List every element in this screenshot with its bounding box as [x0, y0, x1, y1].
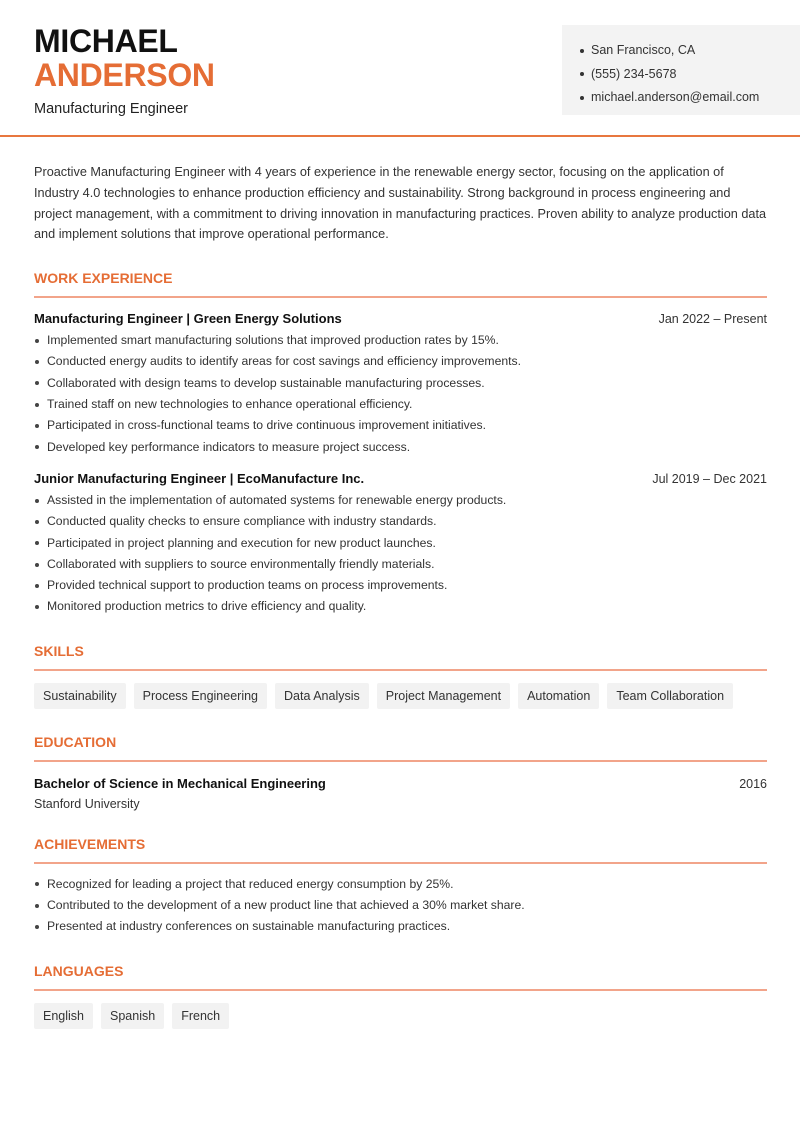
- bullet-icon: [35, 381, 39, 385]
- skill-tag: Automation: [518, 683, 599, 709]
- resume-body: [34, 162, 767, 1029]
- list-item-text: Participated in project planning and execution for new product launches.: [47, 535, 436, 550]
- job-role: Junior Manufacturing Engineer | EcoManufacture Inc.: [34, 470, 365, 486]
- job-bullets: [34, 490, 767, 618]
- list-item-text: Recognized for leading a project that reduced energy consumption by 25%.: [47, 876, 454, 891]
- list-item: [34, 554, 767, 575]
- bullet-icon: [35, 563, 39, 567]
- list-item: [34, 533, 767, 554]
- list-item: [34, 415, 767, 436]
- section-title-languages: LANGUAGES: [34, 963, 767, 991]
- contact-location-text: San Francisco, CA: [591, 43, 696, 57]
- list-item-text: Collaborated with design teams to develop sustainable manufacturing processes.: [47, 375, 485, 390]
- section-title-skills: SKILLS: [34, 643, 767, 671]
- list-item: [34, 437, 767, 458]
- bullet-icon: [35, 605, 39, 609]
- list-item-text: Provided technical support to production teams on process improvements.: [47, 578, 448, 593]
- contact-phone-text: (555) 234-5678: [591, 66, 677, 81]
- job-dates: Jul 2019 – Dec 2021: [652, 471, 767, 486]
- job-bullets: [34, 330, 767, 458]
- section-title-education: EDUCATION: [34, 734, 767, 762]
- list-item: [34, 330, 767, 351]
- bullet-icon: [35, 403, 39, 407]
- list-item-text: Collaborated with suppliers to source environmentally friendly materials.: [47, 556, 435, 571]
- bullet-icon: [580, 72, 584, 76]
- list-item-text: Participated in cross-functional teams to drive continuous improvement initiatives.: [47, 418, 486, 433]
- education-entry: [34, 776, 767, 811]
- bullet-icon: [35, 541, 39, 545]
- list-item: [34, 874, 767, 895]
- list-item-text: Contributed to the development of a new product line that achieved a 30% market share.: [47, 898, 525, 913]
- list-item-text: Developed key performance indicators to measure project success.: [47, 439, 411, 454]
- education-school: Stanford University: [34, 796, 140, 811]
- contact-email-text: michael.anderson@email.com: [591, 90, 760, 104]
- bullet-icon: [580, 49, 584, 53]
- bullet-icon: [35, 424, 39, 428]
- skills-list: [34, 683, 767, 709]
- bullet-icon: [35, 882, 39, 886]
- skill-tag: Process Engineering: [134, 683, 267, 709]
- bullet-icon: [35, 925, 39, 929]
- bullet-icon: [35, 339, 39, 343]
- language-tag: English: [34, 1003, 93, 1029]
- last-name: ANDERSON: [34, 57, 215, 93]
- contact-email: [580, 86, 800, 110]
- list-item-text: Conducted energy audits to identify areas for cost savings and efficiency improvements.: [47, 354, 521, 369]
- skill-tag: Sustainability: [34, 683, 126, 709]
- bullet-icon: [35, 499, 39, 503]
- list-item: [34, 490, 767, 511]
- bullet-icon: [35, 445, 39, 449]
- name-block: [34, 24, 215, 117]
- education-degree: Bachelor of Science in Mechanical Engineering: [34, 775, 326, 791]
- contact-phone: [580, 63, 800, 87]
- achievements-list: [34, 874, 767, 938]
- list-item-text: Monitored production metrics to drive efficiency and quality.: [47, 599, 367, 614]
- education-year: 2016: [739, 776, 767, 791]
- list-item: [34, 596, 767, 617]
- list-item-text: Trained staff on new technologies to enhance operational efficiency.: [47, 397, 413, 412]
- first-name: MICHAEL: [34, 23, 178, 59]
- job-role: Manufacturing Engineer | Green Energy Solutions: [34, 311, 342, 327]
- job-title: Manufacturing Engineer: [34, 101, 188, 117]
- bullet-icon: [35, 520, 39, 524]
- contact-location: [580, 39, 800, 63]
- resume-header: [0, 0, 800, 137]
- list-item: [34, 373, 767, 394]
- list-item-text: Assisted in the implementation of automated systems for renewable energy products.: [47, 492, 507, 507]
- list-item-text: Implemented smart manufacturing solutions that improved production rates by 15%.: [47, 333, 499, 348]
- list-item: [34, 511, 767, 532]
- list-item: [34, 394, 767, 415]
- job-dates: Jan 2022 – Present: [658, 312, 767, 327]
- skill-tag: Project Management: [377, 683, 510, 709]
- job-entry: [34, 311, 767, 458]
- list-item-text: Conducted quality checks to ensure compliance with industry standards.: [47, 514, 437, 529]
- job-header: [34, 471, 767, 486]
- list-item: [34, 916, 767, 937]
- skill-tag: Data Analysis: [275, 683, 369, 709]
- summary: Proactive Manufacturing Engineer with 4 years of experience in the renewable energy sector, focusing on the application of Industry 4.0 technologies to enhance production efficiency and sustainability. Strong background in process engineering and project management, with a commitment to driving innovation in manufacturing practices. Proven ability to analyze production data and implement solutions that improve operational performance.: [34, 165, 767, 242]
- bullet-icon: [580, 96, 584, 100]
- section-title-achievements: ACHIEVEMENTS: [34, 836, 767, 864]
- skill-tag: Team Collaboration: [607, 683, 733, 709]
- job-entry: [34, 471, 767, 618]
- education-header: [34, 776, 767, 791]
- bullet-icon: [35, 360, 39, 364]
- list-item-text: Presented at industry conferences on sustainable manufacturing practices.: [47, 919, 451, 934]
- contact-box: [562, 25, 800, 115]
- list-item: [34, 351, 767, 372]
- list-item: [34, 575, 767, 596]
- language-tag: Spanish: [101, 1003, 164, 1029]
- languages-list: [34, 1003, 767, 1029]
- section-title-work-experience: WORK EXPERIENCE: [34, 270, 767, 298]
- list-item: [34, 895, 767, 916]
- job-header: [34, 311, 767, 326]
- language-tag: French: [172, 1003, 229, 1029]
- bullet-icon: [35, 584, 39, 588]
- bullet-icon: [35, 904, 39, 908]
